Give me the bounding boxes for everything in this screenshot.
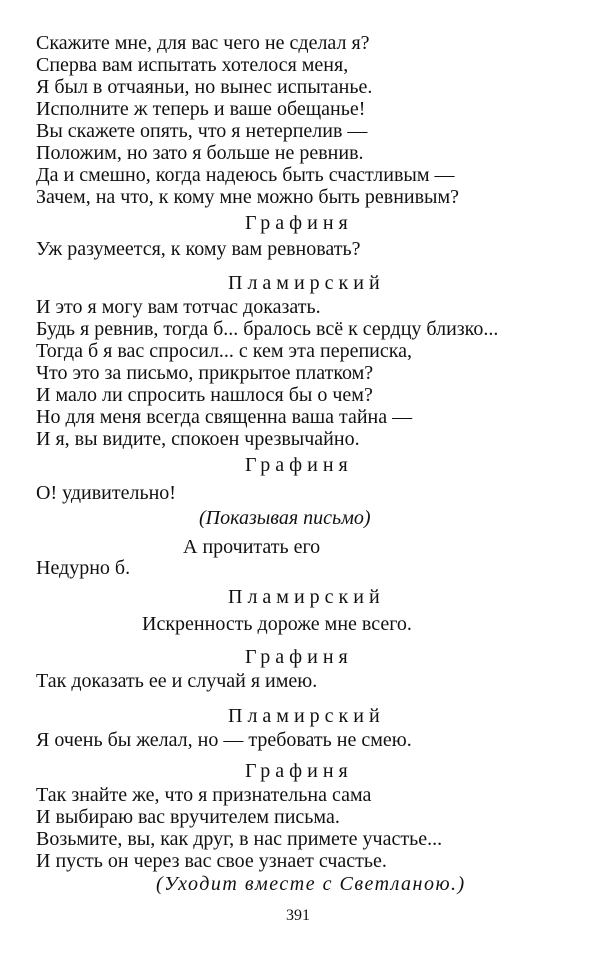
speaker-name: Графиня (245, 760, 353, 782)
verse-line: Искренность дороже мне всего. (142, 613, 412, 635)
verse-line: Уж разумеется, к кому вам ревновать? (36, 238, 361, 260)
page-number: 391 (286, 907, 310, 924)
verse-line: И это я могу вам тотчас доказать. (36, 296, 321, 318)
speaker-name: Пламирский (228, 586, 385, 608)
verse-line: Но для меня всегда священна ваша тайна — (36, 406, 413, 428)
verse-line: Исполните ж теперь и ваше обещанье! (36, 98, 366, 120)
verse-line: Будь я ревнив, тогда б... бралось всё к сердцу близко... (36, 318, 499, 340)
verse-line: Сперва вам испытать хотелося меня, (36, 54, 349, 76)
verse-line: Положим, но зато я больше не ревнив. (36, 142, 364, 164)
verse-line: И пусть он через вас свое узнает счастье. (36, 850, 387, 872)
verse-line: Да и смешно, когда надеюсь быть счастливым — (36, 164, 455, 186)
stage-direction: (Показывая письмо) (199, 507, 371, 529)
verse-line: И выбираю вас вручителем письма. (36, 806, 340, 828)
verse-line: Зачем, на что, к кому мне можно быть ревнивым? (36, 186, 460, 208)
verse-line: А прочитать его (183, 536, 321, 558)
speaker-name: Пламирский (228, 705, 385, 727)
stage-direction: (Уходит вместе с Светланою.) (156, 873, 466, 895)
verse-line: Вы скажете опять, что я нетерпелив — (36, 120, 368, 142)
speaker-name: Графиня (245, 212, 353, 234)
verse-line: Возьмите, вы, как друг, в нас примете участье... (36, 828, 443, 850)
speaker-name: Графиня (245, 454, 353, 476)
verse-line: Тогда б я вас спросил... с кем эта переписка, (36, 340, 413, 362)
verse-line: Я был в отчаяньи, но вынес испытанье. (36, 76, 373, 98)
verse-line: Скажите мне, для вас чего не сделал я? (36, 32, 370, 54)
verse-line: Что это за письмо, прикрытое платком? (36, 362, 374, 384)
verse-line: Недурно б. (36, 557, 131, 579)
verse-line: О! удивительно! (36, 482, 176, 504)
verse-line: И я, вы видите, спокоен чрезвычайно. (36, 428, 360, 450)
verse-line: И мало ли спросить нашлося бы о чем? (36, 384, 373, 406)
speaker-name: Графиня (245, 646, 353, 668)
verse-line: Так знайте же, что я признательна сама (36, 784, 372, 806)
speaker-name: Пламирский (228, 272, 385, 294)
verse-line: Так доказать ее и случай я имею. (36, 670, 318, 692)
verse-line: Я очень бы желал, но — требовать не смею. (36, 729, 412, 751)
